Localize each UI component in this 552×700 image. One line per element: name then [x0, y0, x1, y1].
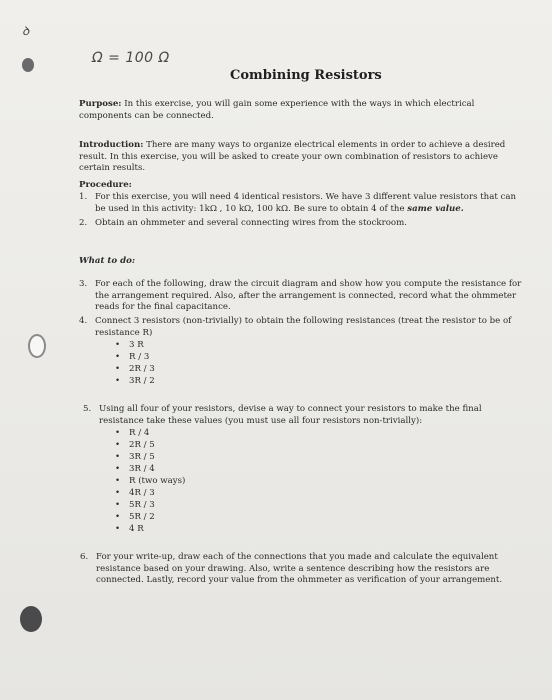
introduction-label: Introduction:	[79, 140, 144, 150]
list-item: • 2R / 5	[115, 440, 155, 450]
task-item-5	[83, 404, 529, 427]
bullet-text: R (two ways)	[129, 476, 186, 486]
bullet-text: 2R / 3	[129, 364, 155, 374]
list-item: • 3R / 4	[115, 464, 155, 474]
list-item: • 4 R	[115, 524, 144, 534]
bullet-text: 3 R	[129, 340, 144, 350]
list-item: • 3 R	[115, 340, 144, 350]
item-number: 5.	[83, 404, 92, 414]
list-item: • R (two ways)	[115, 476, 186, 486]
item-number: 4.	[79, 316, 88, 326]
bullet-text: 5R / 3	[129, 500, 155, 510]
punch-hole-bottom	[20, 606, 42, 632]
procedure-heading	[79, 180, 525, 192]
list-item: • 4R / 3	[115, 488, 155, 498]
what-to-do-heading	[79, 256, 525, 268]
item-number: 3.	[79, 279, 88, 289]
bullet-text: 2R / 5	[129, 440, 155, 450]
handwritten-ohm-note: Ω = 100 Ω	[92, 50, 170, 66]
bullet-text: R / 4	[129, 428, 150, 438]
task-item-6	[80, 552, 526, 587]
procedure-item-1-text: For this exercise, you will need 4 identical resistors. We have 3 different value resistors that can be used in this activity: 1kΩ , 10 kΩ, 100 kΩ. Be sure to obtain 4 of the	[95, 192, 516, 214]
list-item: • 5R / 3	[115, 500, 155, 510]
list-item: • 2R / 3	[115, 364, 155, 374]
purpose-text: In this exercise, you will gain some experience with the ways in which electrical components can be connected.	[79, 99, 475, 121]
item-number: 1.	[79, 192, 88, 202]
bullet-text: 5R / 2	[129, 512, 155, 522]
procedure-label: Procedure:	[79, 180, 132, 190]
bullet-text: R / 3	[129, 352, 150, 362]
page-title: Combining Resistors	[230, 68, 382, 83]
task-item-4-text: Connect 3 resistors (non-trivially) to obtain the following resistances (treat the resistor to be of resistance R)	[95, 316, 512, 338]
list-item: • 3R / 2	[115, 376, 155, 386]
purpose-section	[79, 99, 525, 122]
list-item: • R / 3	[115, 352, 150, 362]
item-number: 6.	[80, 552, 89, 562]
bullet-text: 3R / 2	[129, 376, 155, 386]
item-number: 2.	[79, 218, 88, 228]
bullet-text: 3R / 5	[129, 452, 155, 462]
task-item-6-text: For your write-up, draw each of the connections that you made and calculate the equivalent resistance based on your drawing. Also, write a sentence describing how the resistors are connected. Lastly, record your value from the ohmmeter as verification of your arrangement.	[96, 552, 503, 585]
what-to-do-label: What to do:	[79, 256, 136, 266]
procedure-item-2	[79, 218, 525, 230]
punch-hole-middle	[28, 334, 46, 358]
bullet-text: 4 R	[129, 524, 144, 534]
list-item: • 5R / 2	[115, 512, 155, 522]
task-item-3-text: For each of the following, draw the circuit diagram and show how you compute the resistance for the arrangement required. Also, after the arrangement is connected, record what the ohmmeter reads for the final capacitance.	[95, 279, 522, 312]
list-item: • 3R / 5	[115, 452, 155, 462]
list-item: • R / 4	[115, 428, 150, 438]
punch-hole-top	[22, 58, 34, 72]
bullet-text: 3R / 4	[129, 464, 155, 474]
handwritten-corner-mark: ꝺ	[22, 24, 30, 38]
procedure-item-2-text: Obtain an ohmmeter and several connecting wires from the stockroom.	[95, 218, 407, 228]
introduction-text: There are many ways to organize electrical elements in order to achieve a desired result. In this exercise, you will be asked to create your own combination of resistors to achieve certain results.	[79, 140, 506, 173]
procedure-item-1-emphasis: same value.	[407, 203, 464, 214]
purpose-label: Purpose:	[79, 99, 122, 109]
task-item-3	[79, 279, 525, 314]
task-item-5-text: Using all four of your resistors, devise a way to connect your resistors to make the final resistance take these values (you must use all four resistors non-trivially):	[99, 404, 482, 426]
introduction-section	[79, 140, 525, 175]
task-item-4	[79, 316, 525, 339]
bullet-text: 4R / 3	[129, 488, 155, 498]
procedure-item-1	[79, 192, 525, 215]
